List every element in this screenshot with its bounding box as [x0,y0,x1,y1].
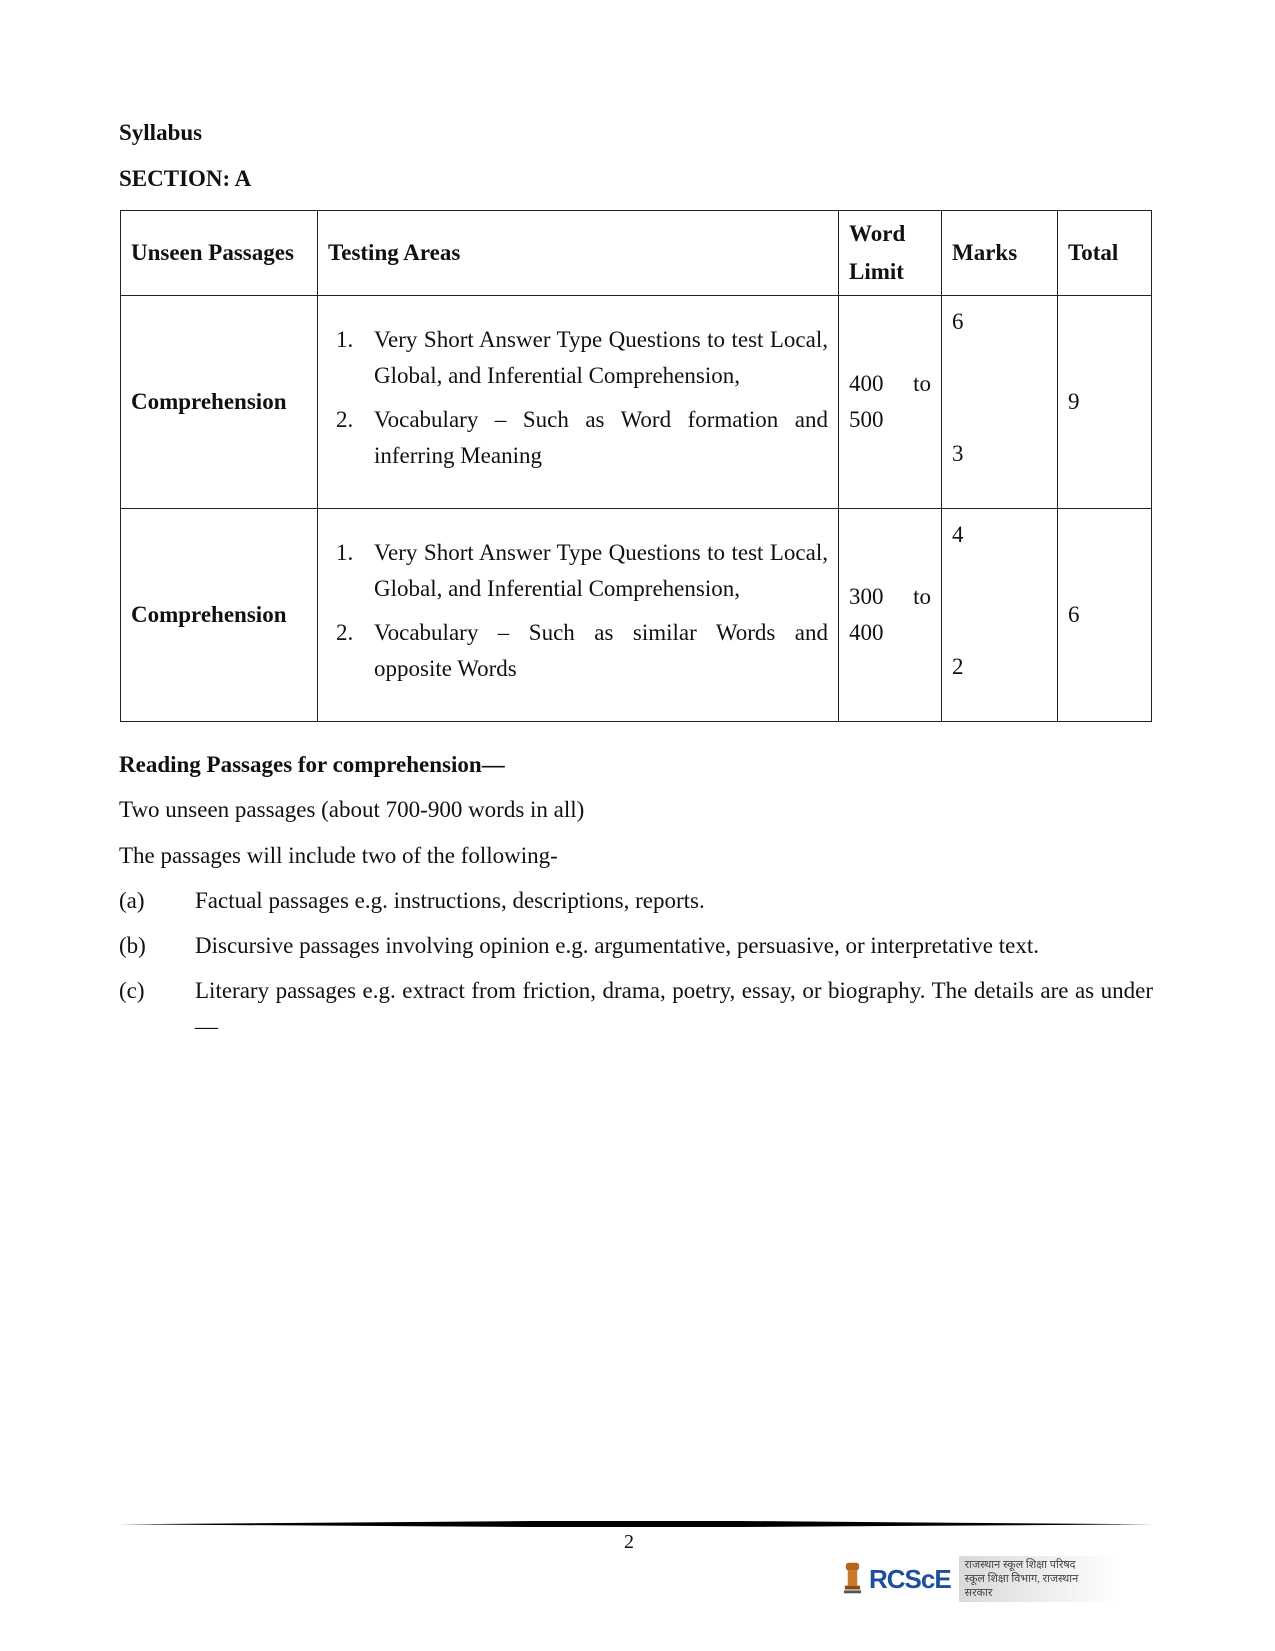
list-label: (c) [119,978,145,1003]
table-row [121,296,1152,509]
word-limit-cell [839,509,942,722]
total-cell: 6 [1058,509,1152,722]
list-item [334,615,828,687]
marks-value: 2 [952,654,964,679]
header-marks: Marks [942,211,1058,296]
section-heading: SECTION: A [119,166,252,191]
list-item [119,928,1153,964]
testing-areas-list [334,322,828,474]
logo-subtitle-line: स्कूल शिक्षा विभाग, राजस्थान सरकार [964,1573,1079,1599]
marks-value: 4 [952,522,964,547]
header-total: Total [1058,211,1152,296]
passage-cell: Comprehension [121,509,318,722]
item-number: 2. [336,407,354,432]
list-item [334,322,828,394]
item-text: Very Short Answer Type Questions to test Local, Global, and Inferential Comprehension, [374,327,828,388]
list-item [119,883,1153,919]
logo-wordmark: RCScE [868,1563,951,1594]
reading-passages-line: The passages will include two of the following- [119,843,558,868]
list-item [119,973,1153,1045]
logo-subtitle-line: राजस्थान स्कूल शिक्षा परिषद [964,1559,1076,1571]
marks-value: 3 [952,441,964,466]
word-limit-cell [839,296,942,509]
marks-value: 6 [952,309,964,334]
total-cell: 9 [1058,296,1152,509]
item-text: Vocabulary – Such as similar Words and opposite Words [374,620,828,681]
page-title: Syllabus [119,120,203,145]
item-number: 1. [336,540,354,565]
reading-passages-heading: Reading Passages for comprehension— [119,752,505,777]
header-word-limit: Word Limit [839,211,942,296]
list-item [334,402,828,474]
item-text: Very Short Answer Type Questions to test Local, Global, and Inferential Comprehension, [374,540,828,601]
marks-cell [942,509,1058,722]
list-label: (a) [119,888,145,913]
header-testing-areas: Testing Areas [318,211,839,296]
page-number: 2 [624,1531,634,1553]
syllabus-table [120,210,1152,722]
logo-subtitle [959,1556,1118,1602]
item-number: 2. [336,620,354,645]
testing-areas-list [334,535,828,687]
state-emblem-icon [842,1560,863,1598]
list-text: Factual passages e.g. instructions, descriptions, reports. [195,888,705,913]
testing-areas-cell [318,509,839,722]
footer-divider [119,1521,1153,1527]
word-limit-value: 300 to 400 [849,584,931,645]
reading-passages-line: Two unseen passages (about 700-900 words in all) [119,797,585,822]
rcsce-logo [842,1558,1118,1600]
word-limit-value: 400 to 500 [849,371,931,432]
list-label: (b) [119,933,146,958]
table-header-row [121,211,1152,296]
item-text: Vocabulary – Such as Word formation and inferring Meaning [374,407,828,468]
table-row [121,509,1152,722]
passage-cell: Comprehension [121,296,318,509]
header-unseen-passages: Unseen Passages [121,211,318,296]
list-item [334,535,828,607]
item-number: 1. [336,327,354,352]
marks-cell [942,296,1058,509]
testing-areas-cell [318,296,839,509]
list-text: Discursive passages involving opinion e.g. argumentative, persuasive, or interpretative text. [195,933,1039,958]
list-text: Literary passages e.g. extract from friction, drama, poetry, essay, or biography. The details are as under— [195,978,1153,1039]
